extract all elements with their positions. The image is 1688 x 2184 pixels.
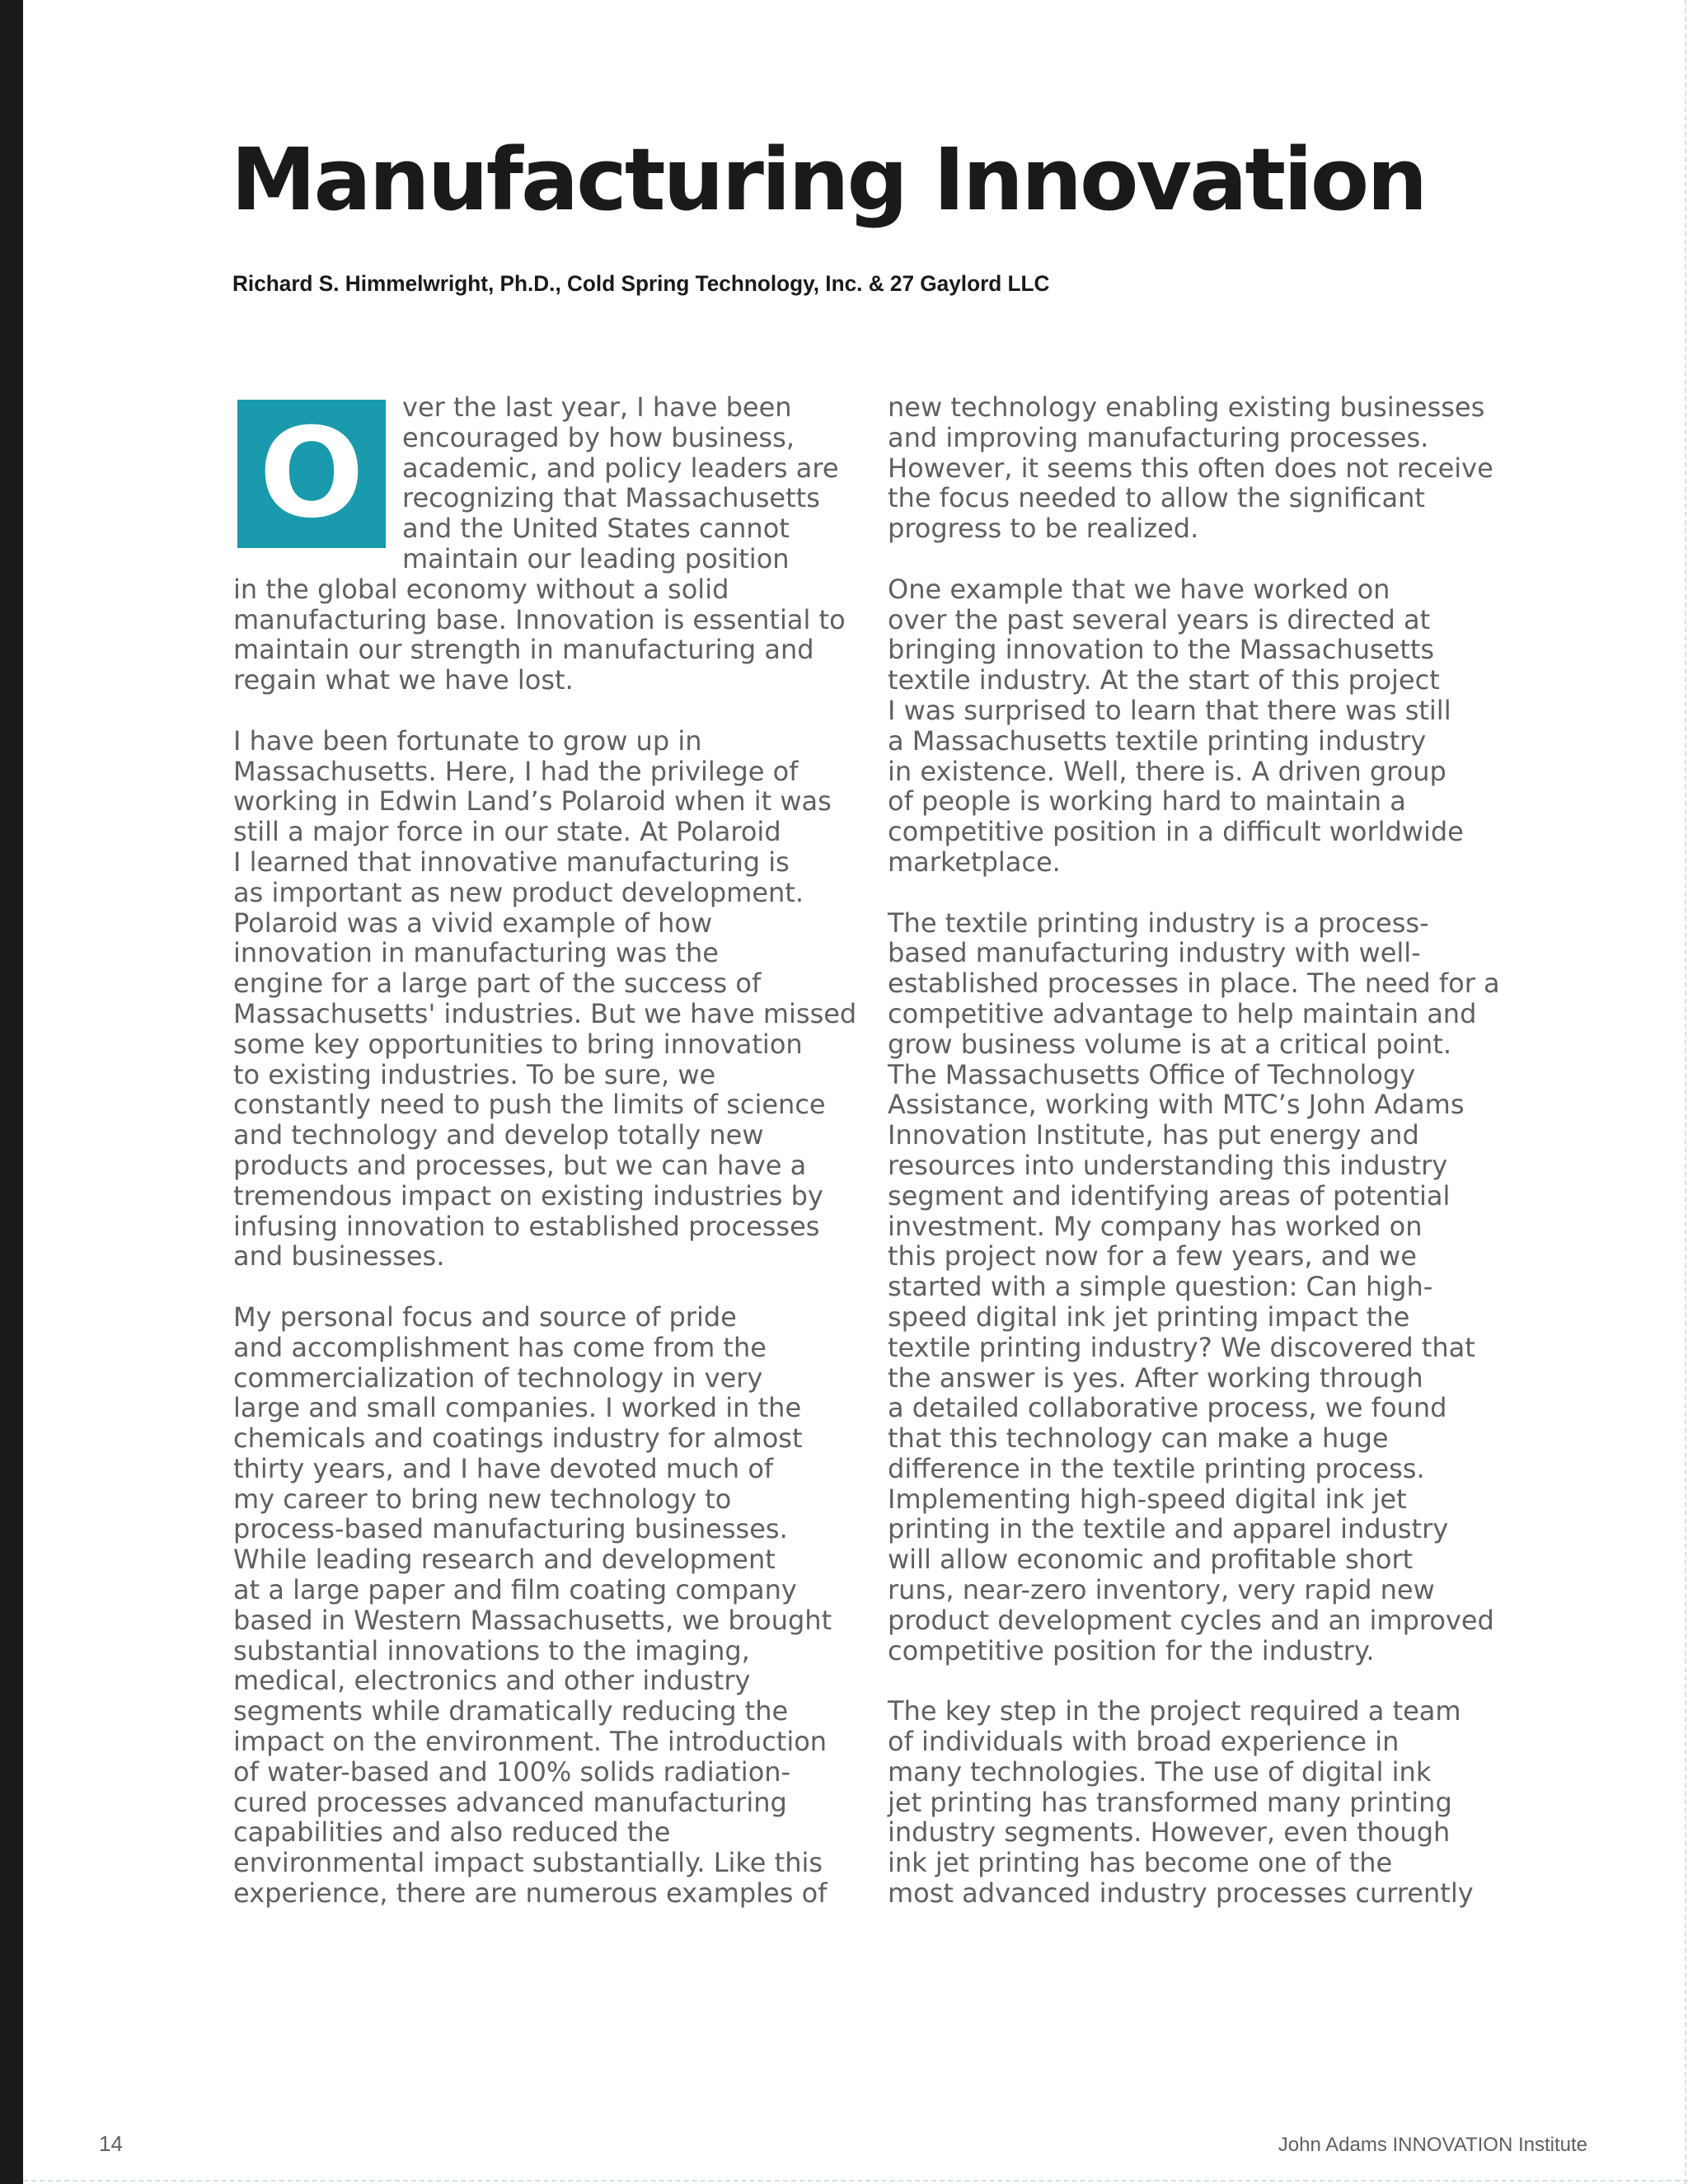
article-title: Manufacturing Innovation: [231, 129, 1426, 230]
article-byline: Richard S. Himmelwright, Ph.D., Cold Spring Technology, Inc. & 27 Gaylord LLC: [232, 271, 1050, 296]
binding-edge: [0, 0, 23, 2184]
right-column: [888, 392, 1514, 1909]
paragraph-2: I have been fortunate to grow up in Massachusetts. Here, I had the privilege of working in Edwin Land’s Polaroid when it was still a major force in our state. At Polaroid I learned that innovative manufacturing is as important as new product development. Polaroid was a vivid example of how innovation in manufacturing was the engine for a large part of the success of Massachusetts' industries. But we have missed some key opportunities to bring innovation to existing industries. To be sure, we constantly need to push the limits of science and technology and develop totally new products and processes, but we can have a tremendous impact on existing industries by infusing innovation to established processes and businesses.: [233, 724, 857, 1272]
paragraph-4: new technology enabling existing businesses and improving manufacturing processes. However, it seems this often does not receive the focus needed to allow the significant progress to be realized.: [888, 391, 1493, 545]
paragraph-1: [233, 392, 860, 696]
drop-cap: O: [237, 400, 386, 548]
publication-name: John Adams INNOVATION Institute: [1278, 2134, 1587, 2156]
page-trim-bottom: [23, 2180, 1688, 2184]
left-column: [233, 392, 860, 1909]
paragraph-7: The key step in the project required a team of individuals with broad experience in many technologies. The use of digital ink jet printing has transformed many printing industry segments. However, even though ink jet printing has become one of the most advanced industry processes currently: [888, 1695, 1474, 1910]
paragraph-1-text: ver the last year, I have been encouraged by how business, academic, and policy leaders are recognizing that Massachusetts and the United States cannot maintain our leading position in the global economy without a solid manufacturing base. Innovation is essential to maintain our strength in manufacturing and regain what we have lost.: [233, 391, 846, 696]
page-trim-right: [1685, 0, 1688, 2184]
paragraph-3: My personal focus and source of pride and accomplishment has come from the commercialization of technology in very large and small companies. I worked in the chemicals and coatings industry for almost thirty years, and I have devoted much of my career to bring new technology to process-based manufacturing businesses. While leading research and development at a large paper and film coating company based in Western Massachusetts, we brought substantial innovations to the imaging, medical, electronics and other industry segments while dramatically reducing the impact on the environment. The introduction of water-based and 100% solids radiation- cured processes advanced manufacturing capabilities and also reduced the environmental impact substantially. Like this experience, there are numerous examples of: [233, 1301, 832, 1910]
paragraph-6: The textile printing industry is a process- based manufacturing industry with well- established processes in place. The need for a competitive advantage to help maintain and grow business volume is at a critical point. The Massachusetts Office of Technology Assistance, working with MTC’s John Adams Innovation Institute, has put energy and resources into understanding this industry segment and identifying areas of potential investment. My company has worked on this project now for a few years, and we started with a simple question: Can high- speed digital ink jet printing impact the textile printing industry? We discovered that the answer is yes. After working through a detailed collaborative process, we found that this technology can make a huge difference in the textile printing process. Implementing high-speed digital ink jet printing in the textile and apparel industry will allow economic and profitable short runs, near-zero inventory, very rapid new product development cycles and an improved competitive position for the industry.: [888, 907, 1500, 1666]
paragraph-5: One example that we have worked on over the past several years is directed at bringing innovation to the Massachusetts textile industry. At the start of this project I was surprised to learn that there was still a Massachusetts textile printing industry in existence. Well, there is. A driven group of people is working hard to maintain a competitive position in a difficult worldwide marketplace.: [888, 573, 1464, 878]
page-number: 14: [99, 2131, 123, 2156]
